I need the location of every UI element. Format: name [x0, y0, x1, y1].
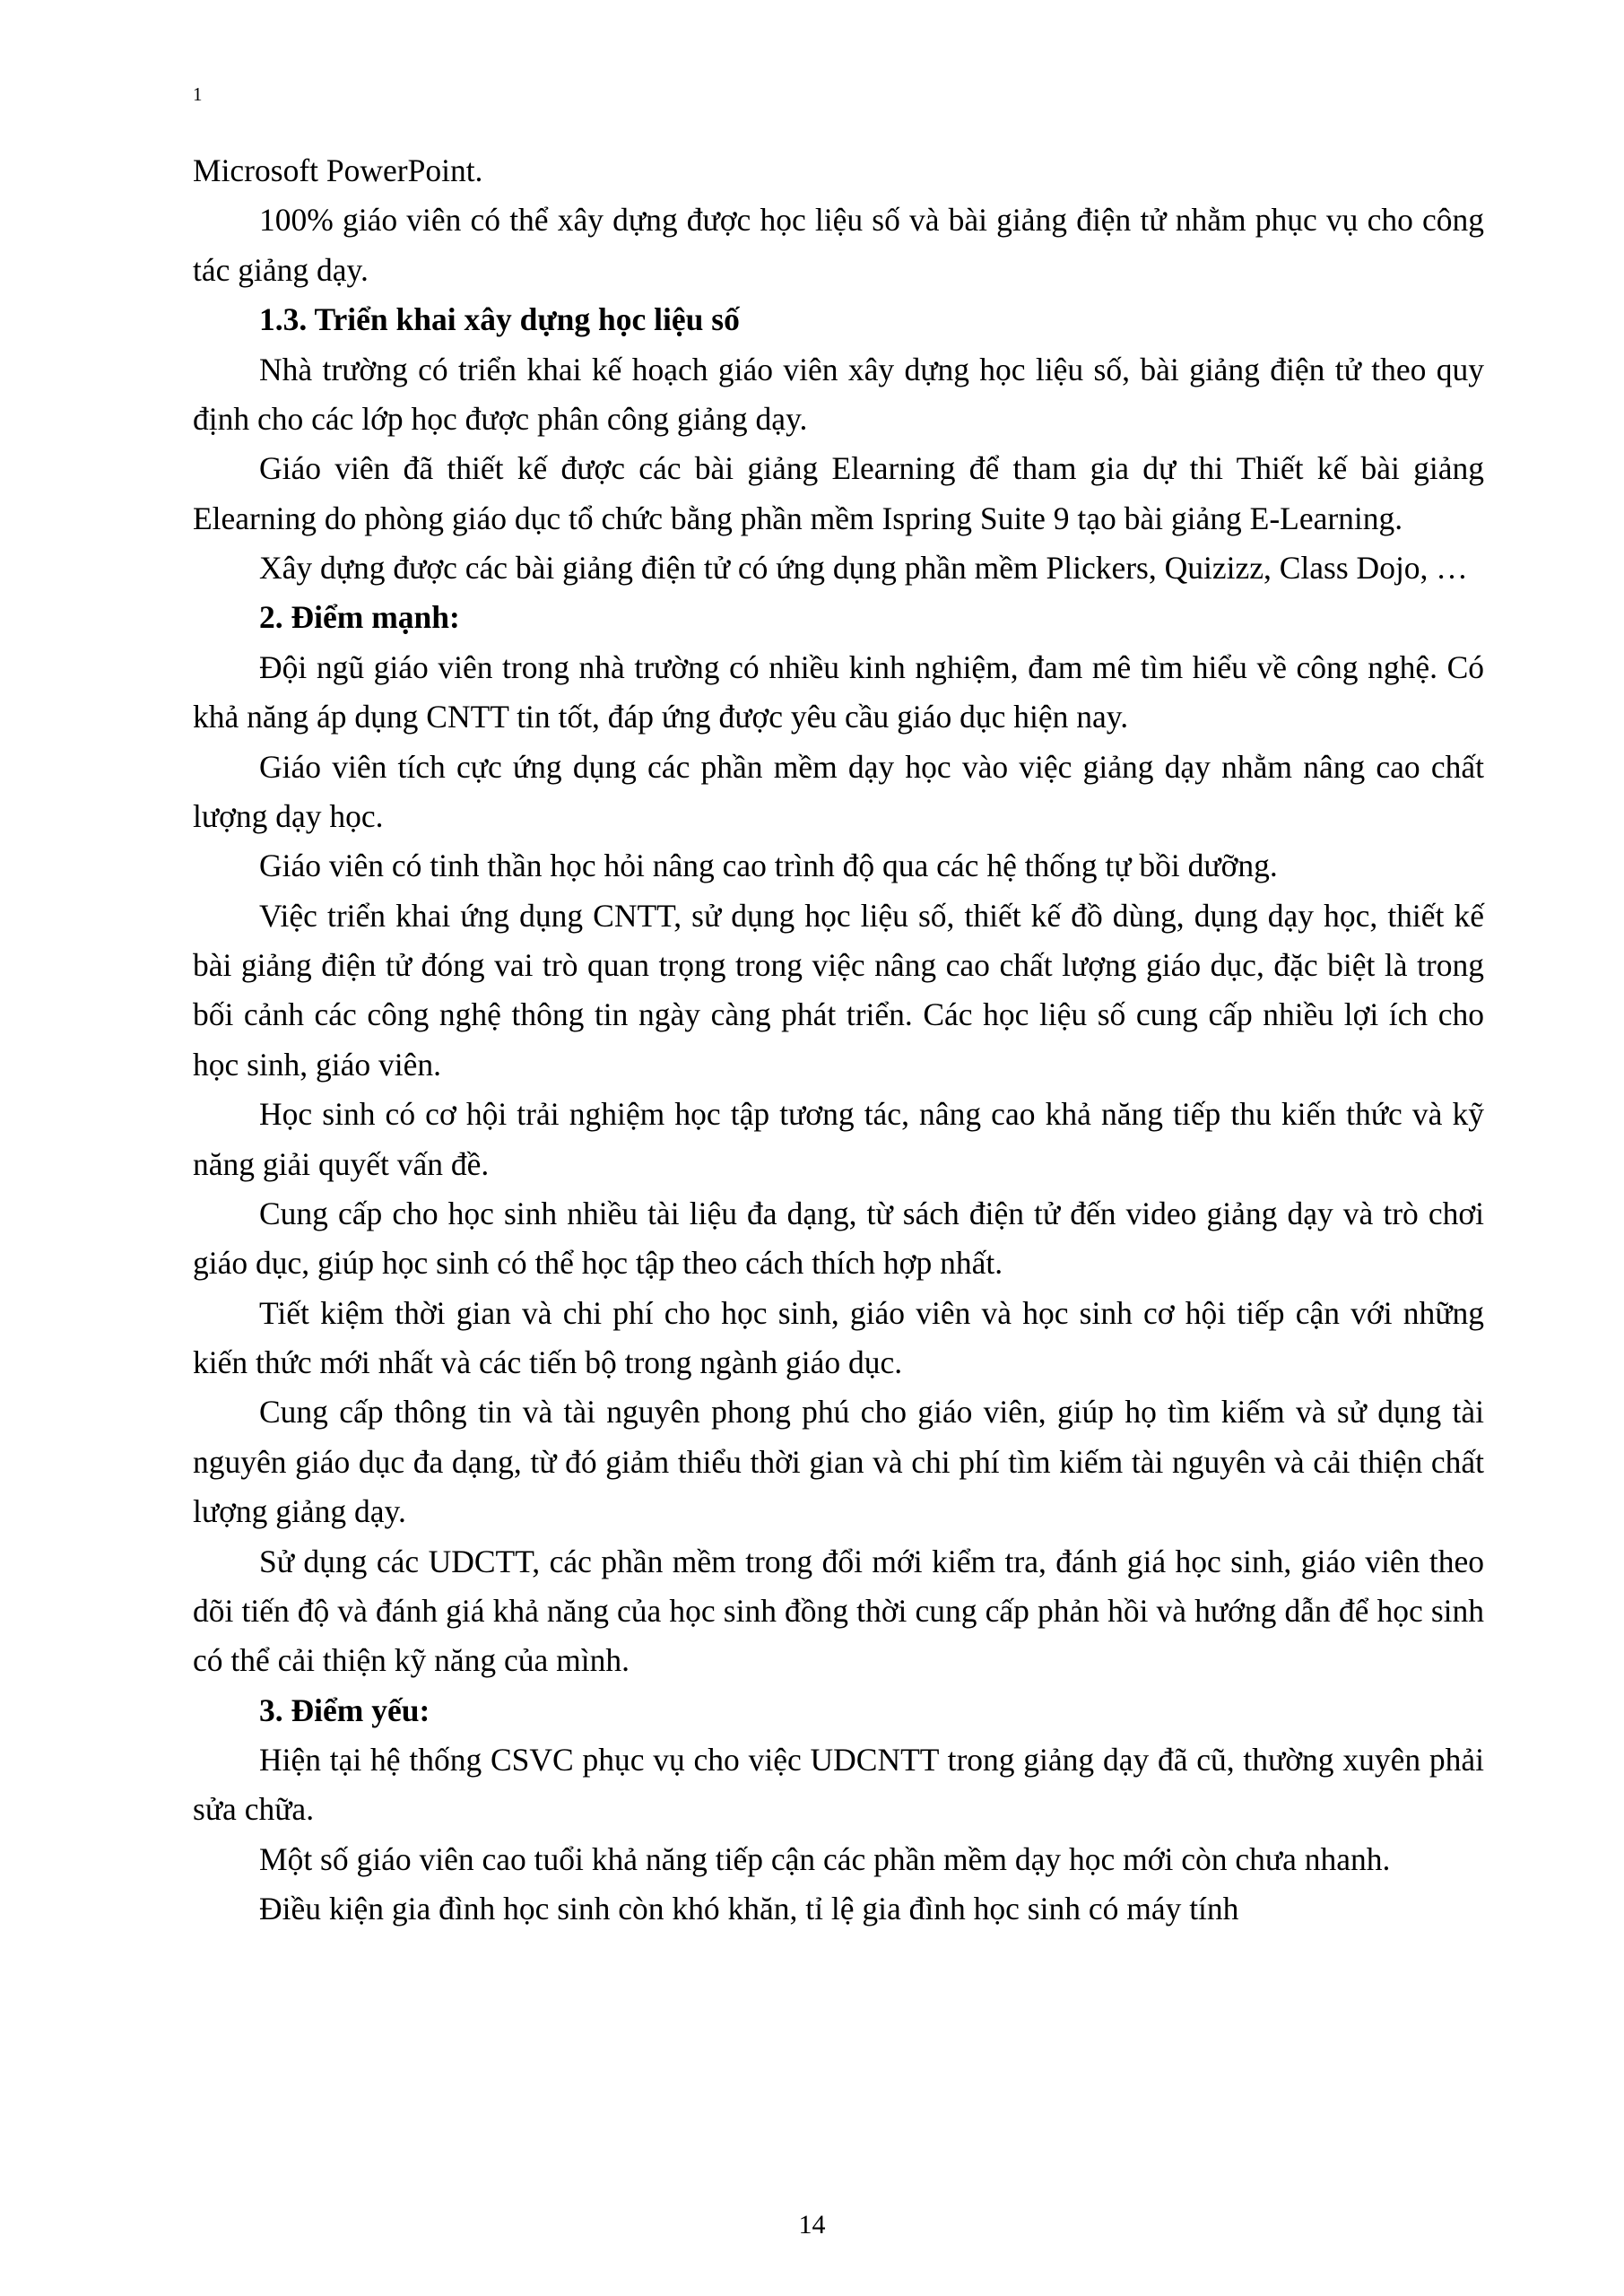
paragraph-hien-tai: Hiện tại hệ thống CSVC phục vụ cho việc UDCNTT trong giảng dạy đã cũ, thường xuyên phải sửa chữa. [193, 1742, 1484, 1828]
paragraph-viec-trien-khai: Việc triển khai ứng dụng CNTT, sử dụng học liệu số, thiết kế đồ dùng, dụng dạy học, thiết kế bài giảng điện tử đóng vai trò quan trọng trong việc nâng cao chất lượng giáo dục, đặc biệt là trong bối cảnh các công nghệ thông tin ngày càng phát triển. Các học liệu số cung cấp nhiều lợi ích cho học sinh, giáo viên. [193, 897, 1484, 1083]
paragraph-xay-dung-duoc: Xây dựng được các bài giảng điện tử có ứng dụng phần mềm Plickers, Quizizz, Class Dojo, … [259, 550, 1468, 586]
paragraph-mot-so-giao-vien: Một số giáo viên cao tuổi khả năng tiếp cận các phần mềm dạy học mới còn chưa nhanh. [259, 1840, 1391, 1877]
document-body [193, 146, 1484, 1935]
paragraph-cung-cap-thong-tin: Cung cấp thông tin và tài nguyên phong phú cho giáo viên, giúp họ tìm kiếm và sử dụng tài nguyên giáo dục đa dạng, từ đó giảm thiểu thời gian và chi phí tìm kiếm tài nguyên và cải thiện chất lượng giảng dạy. [193, 1394, 1484, 1530]
page-number-footer: 14 [798, 2210, 826, 2239]
paragraph-microsoft-powerpoint: Microsoft PowerPoint. [193, 152, 483, 188]
paragraph-giao-vien-tich-cuc: Giáo viên tích cực ứng dụng các phần mềm dạy học vào việc giảng dạy nhằm nâng cao chất lượng dạy học. [193, 748, 1484, 834]
paragraph-doi-ngu: Đội ngũ giáo viên trong nhà trường có nhiều kinh nghiệm, đam mê tìm hiểu về công nghệ. Có khả năng áp dụng CNTT tin tốt, đáp ứng được yêu cầu giáo dục hiện nay. [193, 648, 1484, 735]
paragraph-100-percent: 100% giáo viên có thể xây dựng được học liệu số và bài giảng điện tử nhằm phục vụ cho công tác giảng dạy. [193, 202, 1484, 288]
paragraph-giao-vien-tinh-than: Giáo viên có tinh thần học hỏi nâng cao trình độ qua các hệ thống tự bồi dưỡng. [259, 848, 1278, 884]
paragraph-cung-cap-cho-hoc-sinh: Cung cấp cho học sinh nhiều tài liệu đa dạng, từ sách điện tử đến video giảng dạy và trò chơi giáo dục, giúp học sinh có thể học tập theo cách thích hợp nhất. [193, 1195, 1484, 1282]
paragraph-dieu-kien: Điều kiện gia đình học sinh còn khó khăn, tỉ lệ gia đình học sinh có máy tính [259, 1891, 1239, 1927]
heading-2-diem-manh: 2. Điểm mạnh: [259, 599, 460, 636]
heading-1-3: 1.3. Triển khai xây dựng học liệu số [259, 301, 740, 338]
paragraph-hoc-sinh-co-co-hoi: Học sinh có cơ hội trải nghiệm học tập tương tác, nâng cao khả năng tiếp thu kiến thức và kỹ năng giải quyết vấn đề. [193, 1096, 1484, 1182]
page-corner-mark: 1 [193, 83, 203, 105]
heading-3-diem-yeu: 3. Điểm yếu: [259, 1692, 430, 1728]
paragraph-tiet-kiem: Tiết kiệm thời gian và chi phí cho học sinh, giáo viên và học sinh cơ hội tiếp cận với những kiến thức mới nhất và các tiến bộ trong ngành giáo dục. [193, 1294, 1484, 1380]
paragraph-su-dung-udctt: Sử dụng các UDCTT, các phần mềm trong đổi mới kiểm tra, đánh giá học sinh, giáo viên theo dõi tiến độ và đánh giá khả năng của học sinh đồng thời cung cấp phản hồi và hướng dẫn để học sinh có thể cải thiện kỹ năng của mình. [193, 1543, 1484, 1679]
paragraph-giao-vien-thiet-ke: Giáo viên đã thiết kế được các bài giảng Elearning để tham gia dự thi Thiết kế bài giảng Elearning do phòng giáo dục tổ chức bằng phần mềm Ispring Suite 9 tạo bài giảng E-Learning. [193, 450, 1484, 536]
paragraph-nha-truong: Nhà trường có triển khai kế hoạch giáo viên xây dựng học liệu số, bài giảng điện tử theo quy định cho các lớp học được phân công giảng dạy. [193, 351, 1484, 437]
